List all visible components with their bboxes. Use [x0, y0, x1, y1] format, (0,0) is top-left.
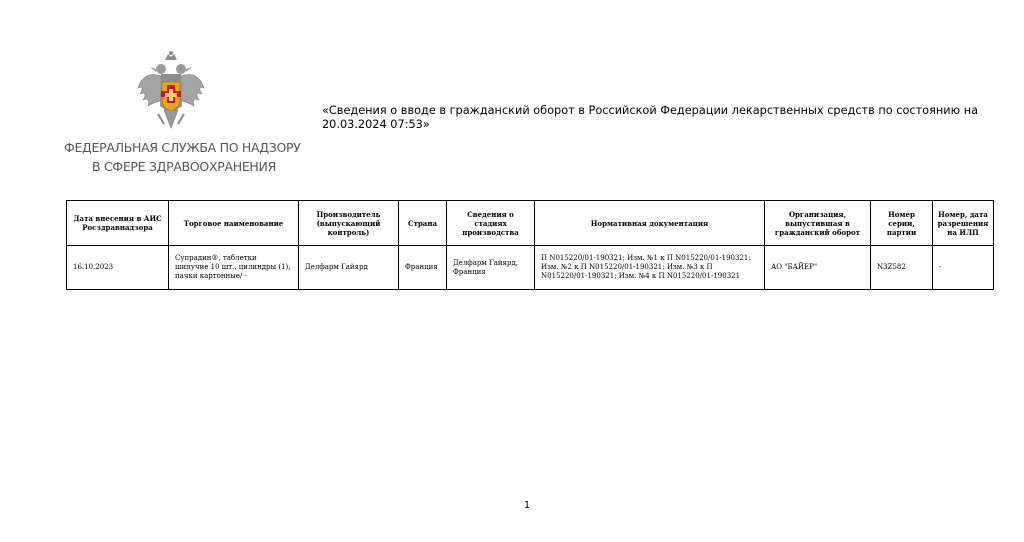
cell-country: Франция: [399, 246, 447, 290]
column-header-batch: Номер серии, партии: [871, 201, 933, 246]
cell-manufacturer: Делфарм Гайярд: [299, 246, 399, 290]
register-table: [66, 200, 994, 290]
org-name-line-1: ФЕДЕРАЛЬНАЯ СЛУЖБА ПО НАДЗОРУ: [64, 140, 301, 155]
column-header-organization: Организация, выпустившая в гражданский оборот: [765, 201, 871, 246]
cell-normative-docs: П N015220/01-190321; Изм. №1 к П N015220/01-190321; Изм. №2 к П N015220/01-190321; Изм. №3 к П N015220/01-190321; Изм. №4 к П N015220/01-190321: [535, 246, 765, 290]
page-number: 1: [523, 500, 531, 511]
org-name-line-2: В СФЕРЕ ЗДРАВООХРАНЕНИЯ: [92, 159, 276, 174]
cell-permit: -: [933, 246, 994, 290]
cell-trade-name: Супрадин®, таблетки шипучие 10 шт., цилиндры (1), пачки картонные/ -: [169, 246, 299, 290]
organization-name: [64, 138, 304, 176]
column-header-country: Страна: [399, 201, 447, 246]
cell-stages: Делфарм Гайярд, Франция: [447, 246, 535, 290]
column-header-trade-name: Торговое наименование: [169, 201, 299, 246]
document-title: «Сведения о вводе в гражданский оборот в Российской Федерации лекарственных средств по состоянию на 20.03.2024 07:53»: [322, 104, 979, 131]
column-header-stages: Сведения о стадиях производства: [447, 201, 535, 246]
cell-batch: N3Z582: [871, 246, 933, 290]
column-header-normative-docs: Нормативная документация: [535, 201, 765, 246]
table-header-row: [67, 201, 994, 246]
double-headed-eagle-emblem-icon: [136, 50, 206, 132]
table-row: [67, 246, 994, 290]
column-header-manufacturer: Производитель (выпускающий контроль): [299, 201, 399, 246]
cell-organization: АО "БАЙЕР": [765, 246, 871, 290]
cell-date: 16.10.2023: [67, 246, 169, 290]
column-header-permit: Номер, дата разрешения на ИЛП: [933, 201, 994, 246]
column-header-date: Дата внесения в АИС Росздравнадзора: [67, 201, 169, 246]
